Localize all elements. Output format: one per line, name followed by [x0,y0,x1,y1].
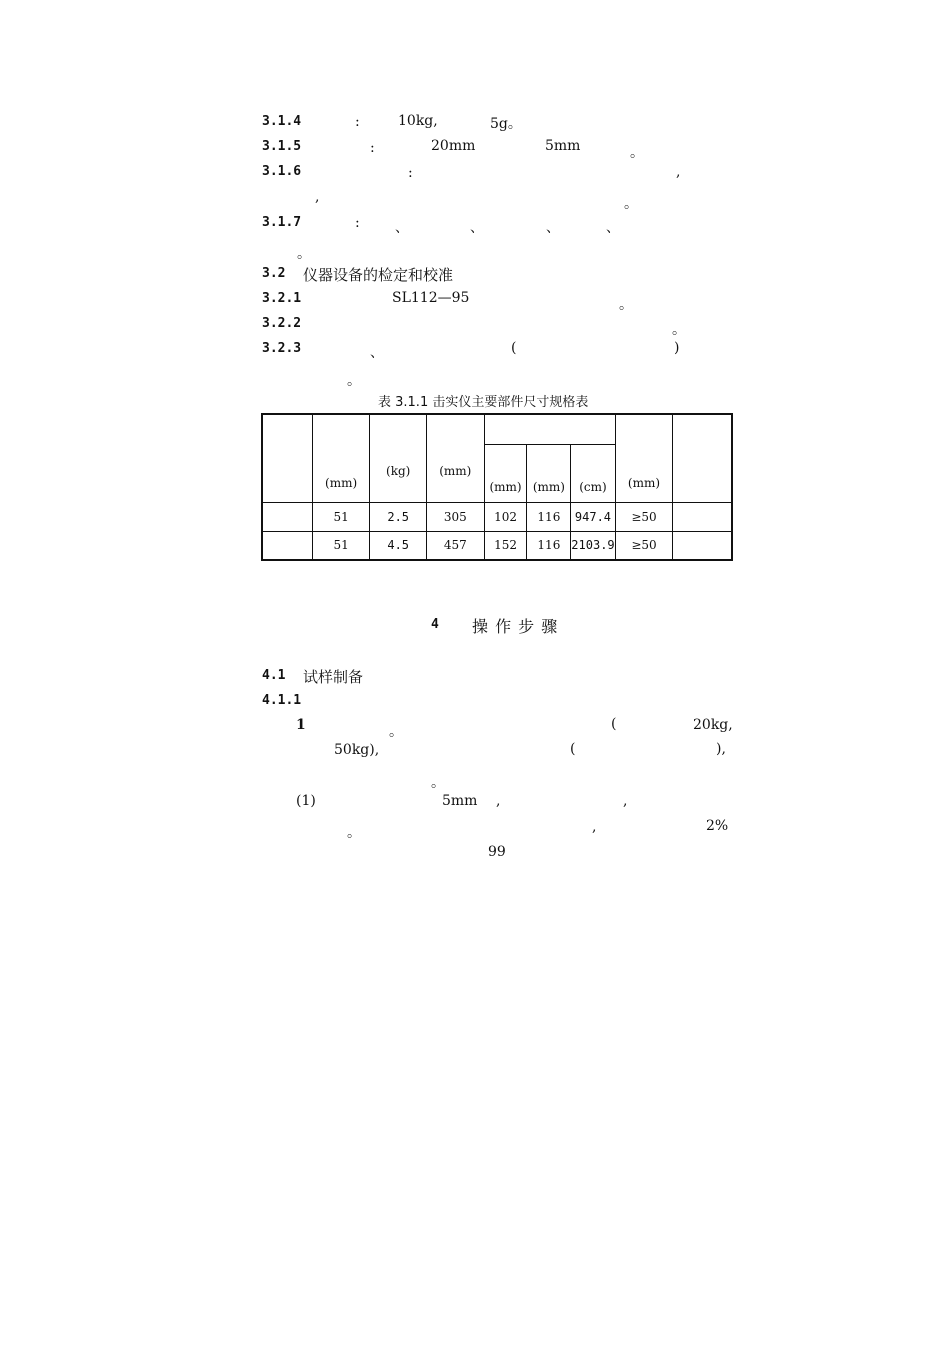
text-fragment: ( [511,340,517,356]
text-fragment: 2% [706,818,729,834]
colon: : [355,114,360,130]
table-cell: ≥50 [615,531,673,560]
text-fragment: ) [674,340,680,356]
text-fragment: 。 [630,145,644,161]
text-fragment: ), [716,741,726,757]
colon: : [370,140,375,156]
table-cell: 947.4 [571,502,615,531]
section-title: 试样制备 [303,668,364,686]
text-fragment: ( [611,716,617,732]
section-number: 4.1 [262,668,286,683]
table-cell [673,531,732,560]
colon: : [408,165,413,181]
header-group-cell [484,414,615,444]
table-cell: 2.5 [370,502,427,531]
text-fragment: , [496,793,501,809]
table-caption: 表 3.1.1 击实仪主要部件尺寸规格表 [378,395,589,410]
item-number: (1) [296,793,316,809]
header-cell [262,414,312,502]
text-fragment: , [676,164,681,180]
table-cell: 51 [312,531,370,560]
text-fragment: 、 [546,220,560,236]
header-unit-cell: (mm) [312,414,370,502]
clause-number: 3.1.6 [262,164,302,179]
text-fragment: 。 [431,775,445,791]
clause-number: 3.2.2 [262,316,302,331]
text-fragment: 。 [297,246,311,262]
table-cell: 152 [484,531,527,560]
text-fragment: 、 [370,345,384,361]
table-cell [262,531,312,560]
header-unit-cell: (mm) [426,414,484,502]
text-fragment: 。 [389,724,403,740]
header-unit-cell: (mm) [615,414,673,502]
chapter-number: 4 [431,617,439,632]
text-fragment: 。 [672,322,686,338]
table-cell [673,502,732,531]
text-fragment: 50kg), [334,742,380,758]
table-cell: ≥50 [615,502,673,531]
section-number: 3.2 [262,266,286,281]
text-fragment: , [623,793,628,809]
table-cell: 2103.9 [571,531,615,560]
clause-number: 3.2.3 [262,341,302,356]
text-fragment: 。 [347,373,361,389]
text-fragment: 。 [347,825,361,841]
clause-number: 3.1.5 [262,139,302,154]
table-cell: 457 [426,531,484,560]
text-fragment: , [592,819,597,835]
text-fragment: ( [570,741,576,757]
header-cell [673,414,732,502]
table-cell: 116 [527,502,571,531]
text-fragment: 、 [470,220,484,236]
clause-number: 3.1.4 [262,114,302,129]
clause-number: 4.1.1 [262,693,302,708]
page-number: 99 [488,844,506,860]
text-fragment: 20mm [431,138,476,154]
table-row [262,531,732,560]
table-cell: 116 [527,531,571,560]
table-row [262,502,732,531]
clause-number: 3.2.1 [262,291,302,306]
text-fragment: 5mm [442,793,478,809]
item-number: 1 [296,717,306,733]
table-cell: 4.5 [370,531,427,560]
text-fragment: 20kg, [693,717,733,733]
standard-code: SL112—95 [392,290,470,306]
text-fragment: , [315,189,320,205]
text-fragment: 、 [606,220,620,236]
table-cell [262,502,312,531]
header-unit-cell: (mm) [527,444,571,502]
spec-table [261,413,733,561]
colon: : [355,215,360,231]
text-fragment: 。 [624,196,638,212]
text-fragment: 。 [619,297,633,313]
header-unit-cell: (mm) [484,444,527,502]
text-fragment: 5g。 [490,116,522,132]
text-fragment: 10kg, [398,113,438,129]
section-title: 仪器设备的检定和校准 [303,266,454,284]
table-cell: 305 [426,502,484,531]
header-unit-cell: (cm) [571,444,615,502]
table-cell: 102 [484,502,527,531]
text-fragment: 5mm [545,138,581,154]
text-fragment: 、 [395,220,409,236]
table-cell: 51 [312,502,370,531]
chapter-title: 操 作 步 骤 [472,617,559,636]
clause-number: 3.1.7 [262,215,302,230]
header-unit-cell: (kg) [370,414,427,502]
